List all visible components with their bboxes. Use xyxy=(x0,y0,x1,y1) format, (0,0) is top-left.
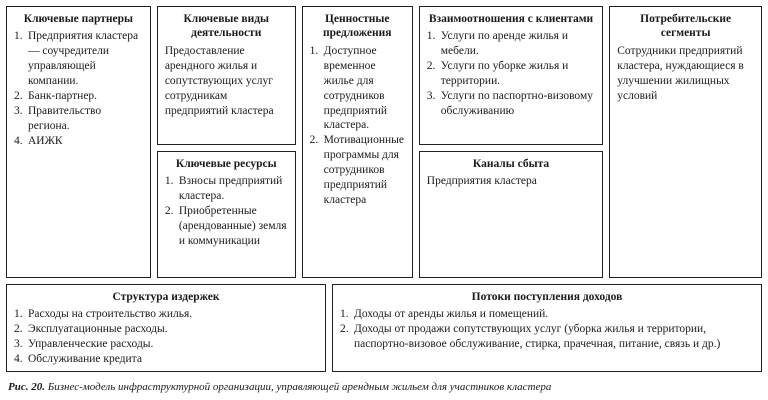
block-title-cost-structure: Структура издержек xyxy=(112,291,220,303)
block-key-resources xyxy=(157,151,296,278)
block-customer-relationships xyxy=(419,6,603,145)
revenue-streams-list xyxy=(340,307,754,352)
channels-text: Предприятия кластера xyxy=(426,175,537,188)
block-title-revenue-streams: Потоки поступления доходов xyxy=(471,291,623,303)
block-title-channels: Каналы сбыта xyxy=(472,158,550,170)
figure-caption-text: Бизнес-модель инфраструктурной организации, управляющей арендным жильем для участников кластера xyxy=(47,381,552,393)
column-key-partners xyxy=(6,6,151,278)
block-key-partners xyxy=(6,6,151,278)
value-propositions-list xyxy=(310,44,405,208)
block-title-customer-segments: Потребительские сегменты xyxy=(640,13,732,40)
list-item: Правительство региона. xyxy=(28,105,102,132)
block-title-key-resources: Ключевые ресурсы xyxy=(175,158,277,170)
list-item: Обслуживание кредита xyxy=(28,353,142,366)
block-key-activities xyxy=(157,6,296,145)
block-title-key-activities: Ключевые виды деятельности xyxy=(183,13,269,40)
list-item: Взносы предприятий кластера. xyxy=(178,175,283,203)
canvas-bottom-row xyxy=(6,284,762,372)
block-customer-segments xyxy=(609,6,762,278)
list-item: Доходы от продажи сопутствующих услуг (уборка жилья и территории, паспортно-визовое обслуживание, стирка, прачечная, питание, связь и др.) xyxy=(354,323,721,351)
block-value-propositions xyxy=(302,6,413,278)
block-title-key-partners: Ключевые партнеры xyxy=(23,13,134,25)
list-item: Управленческие расходы. xyxy=(28,338,154,351)
key-activities-text: Предоставление арендного жилья и сопутствующих услуг сотрудникам предприятий кластера xyxy=(164,44,274,117)
list-item: Банк-партнер. xyxy=(28,90,98,103)
block-cost-structure xyxy=(6,284,326,372)
business-model-canvas xyxy=(6,6,762,372)
customer-relationships-list xyxy=(427,29,595,119)
list-item: Приобретенные (арендованные) земля и коммуникации xyxy=(178,205,287,248)
column-customer-relationships-channels xyxy=(419,6,603,278)
figure-caption-number: Рис. 20. xyxy=(8,381,45,393)
list-item: Эксплуатационные расходы. xyxy=(28,323,168,336)
list-item: АИЖК xyxy=(28,134,63,147)
list-item: Доходы от аренды жилья и помещений. xyxy=(354,308,549,321)
column-value-propositions xyxy=(302,6,413,278)
block-title-value-propositions: Ценностные предложения xyxy=(322,13,392,40)
list-item: Расходы на строительство жилья. xyxy=(28,308,193,321)
list-item: Предприятия кластера — соучредители управляющей компании. xyxy=(28,30,139,88)
column-key-activities-resources xyxy=(157,6,296,278)
list-item: Мотивационные программы для сотрудников предприятий кластера xyxy=(323,134,404,207)
list-item: Услуги по уборке жилья и территории. xyxy=(440,60,569,88)
key-partners-list xyxy=(14,29,143,149)
list-item: Услуги по аренде жилья и мебели. xyxy=(440,30,568,58)
block-title-customer-relationships: Взаимоотношения с клиентами xyxy=(428,13,594,25)
list-item: Услуги по паспортно-визовому обслуживанию xyxy=(440,90,593,118)
figure-caption xyxy=(6,381,762,395)
key-resources-list xyxy=(165,174,288,249)
column-customer-segments xyxy=(609,6,762,278)
cost-structure-list xyxy=(14,307,318,367)
canvas-top-row xyxy=(6,6,762,278)
list-item: Доступное временное жилье для сотрудников предприятий кластера. xyxy=(323,44,388,132)
block-revenue-streams xyxy=(332,284,762,372)
block-channels xyxy=(419,151,603,278)
customer-segments-text: Сотрудники предприятий кластера, нуждающиеся в улучшении жилищных условий xyxy=(617,44,744,102)
